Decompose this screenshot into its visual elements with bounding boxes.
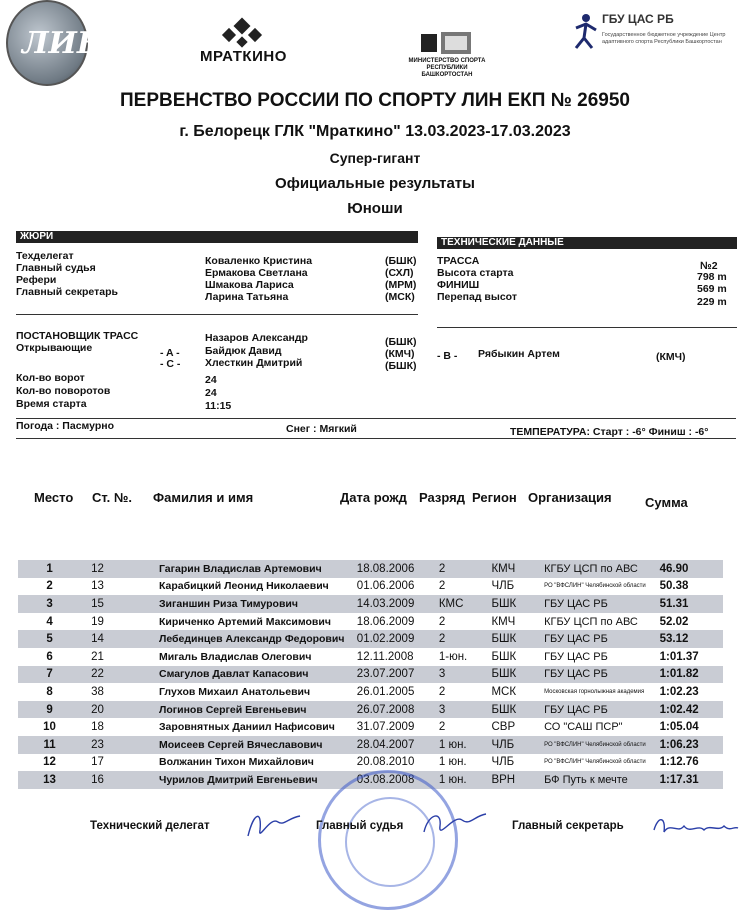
result-name: Кириченко Артемий Максимович xyxy=(158,615,331,628)
jury-code: (МСК) xyxy=(385,291,415,303)
result-name: Волжанин Тихон Михайлович xyxy=(158,756,314,769)
table-row xyxy=(18,595,723,613)
table-row xyxy=(18,736,723,754)
result-organization: КГБУ ЦСП по АВС xyxy=(544,615,638,628)
result-dob: 18.06.2009 xyxy=(356,615,415,628)
result-bib: 16 xyxy=(81,771,159,789)
result-place: 5 xyxy=(18,630,81,648)
result-dob: 18.08.2006 xyxy=(357,560,439,578)
result-category: 2 xyxy=(439,630,492,648)
result-time: 50.38 xyxy=(659,580,689,593)
result-dob: 03.08.2008 xyxy=(357,771,439,789)
jury-name: Шмакова Лариса xyxy=(205,279,294,291)
result-time: 1:01.82 xyxy=(656,666,723,684)
result-category: 1-юн. xyxy=(438,650,468,663)
result-name: Лебединцев Александр Федорович xyxy=(159,630,357,648)
result-bib: 17 xyxy=(91,756,104,769)
col-name: Фамилия и имя xyxy=(153,490,254,505)
mratkino-emblem-icon xyxy=(200,18,284,48)
result-organization: СО "САШ ПСР" xyxy=(544,721,623,734)
tech-label: Перепад высот xyxy=(437,291,517,303)
result-region: ЧЛБ xyxy=(491,736,544,754)
result-bib: 21 xyxy=(91,650,104,663)
tech-value: 569 m xyxy=(697,283,727,295)
chief-secretary-label: Главный секретарь xyxy=(512,820,624,832)
lin-logo-text: ЛИН xyxy=(22,26,106,61)
jury-name: Коваленко Кристина xyxy=(205,255,313,267)
result-bib: 14 xyxy=(81,630,159,648)
divider xyxy=(16,314,418,315)
result-time: 52.02 xyxy=(659,615,689,628)
tech-value: 229 m xyxy=(697,296,727,308)
result-name: Гагарин Владислав Артемович xyxy=(159,560,357,578)
gbu-logo-sub: Государственное бюджетное учреждение Центр адаптивного спорта Республики Башкортостан xyxy=(602,32,726,45)
col-bib: Ст. №. xyxy=(92,490,132,505)
results-table xyxy=(18,560,723,789)
jury-code: (СХЛ) xyxy=(385,267,414,279)
result-time: 51.31 xyxy=(656,595,723,613)
mratkino-logo-text: МРАТКИНО xyxy=(200,48,287,65)
jury-code: (МРМ) xyxy=(385,279,417,291)
opener-tag: - C - xyxy=(160,358,181,370)
col-sum: Сумма xyxy=(645,495,688,510)
mratkino-logo xyxy=(200,18,287,78)
start-label: Время старта xyxy=(16,398,87,410)
result-category: 2 xyxy=(439,560,492,578)
result-region: ЧЛБ xyxy=(491,580,515,593)
result-region: ЧЛБ xyxy=(491,756,515,769)
result-dob: 12.11.2008 xyxy=(356,650,414,663)
group-name: Юноши xyxy=(347,200,403,217)
discipline: Супер-гигант xyxy=(329,150,421,166)
ministry-emblem-icon xyxy=(405,28,489,58)
tech-label: Высота старта xyxy=(437,267,514,279)
opener-b-tag: - B - xyxy=(437,350,458,362)
result-organization: ГБУ ЦАС РБ xyxy=(544,701,656,719)
col-dob: Дата рожд xyxy=(340,490,407,505)
snow: Снег : Мягкий xyxy=(286,423,357,435)
result-time: 1:01.37 xyxy=(659,650,699,663)
result-region: МСК xyxy=(491,685,517,698)
table-row xyxy=(18,701,723,719)
temperature: ТЕМПЕРАТУРА: Старт : -6° Финиш : -6° xyxy=(510,426,709,438)
tech-header: ТЕХНИЧЕСКИЕ ДАННЫЕ xyxy=(437,237,737,249)
result-category: 1 юн. xyxy=(438,756,467,769)
document-type: Официальные результаты xyxy=(275,175,475,192)
tech-label: ТРАССА xyxy=(437,255,480,267)
result-name: Глухов Михаил Анатольевич xyxy=(158,685,311,698)
result-place: 13 xyxy=(18,771,81,789)
result-time: 1:05.04 xyxy=(659,721,699,734)
col-org: Организация xyxy=(528,490,612,505)
result-category: 2 xyxy=(438,721,446,734)
result-place: 3 xyxy=(18,595,81,613)
result-time: 1:06.23 xyxy=(656,736,723,754)
result-bib: 15 xyxy=(81,595,159,613)
table-row xyxy=(18,718,723,736)
athlete-icon xyxy=(572,12,600,52)
result-name: Смагулов Давлат Капасович xyxy=(159,666,357,684)
tech-label: ФИНИШ xyxy=(437,279,480,291)
setter-code: (БШК) xyxy=(385,336,417,348)
result-organization: КГБУ ЦСП по АВС xyxy=(544,560,656,578)
result-bib: 19 xyxy=(91,615,104,628)
result-dob: 23.07.2007 xyxy=(357,666,439,684)
start-value: 11:15 xyxy=(205,400,232,412)
opener-tag: - A - xyxy=(160,347,180,359)
result-region: КМЧ xyxy=(491,560,544,578)
jury-role: Техделегат xyxy=(16,250,74,262)
gbu-logo xyxy=(572,12,742,62)
result-name: Логинов Сергей Евгеньевич xyxy=(159,701,357,719)
result-dob: 14.03.2009 xyxy=(357,595,439,613)
divider xyxy=(437,327,737,328)
result-place: 10 xyxy=(43,721,56,734)
result-region: СВР xyxy=(491,721,516,734)
result-place: 8 xyxy=(46,685,53,698)
result-organization: РО "ВФСЛИН" Челябинской области xyxy=(544,583,646,590)
table-row xyxy=(18,648,723,666)
result-dob: 20.08.2010 xyxy=(356,756,415,769)
result-dob: 01.02.2009 xyxy=(357,630,439,648)
result-place: 7 xyxy=(18,666,81,684)
result-dob: 26.07.2008 xyxy=(357,701,439,719)
result-place: 1 xyxy=(18,560,81,578)
jury-code: (БШК) xyxy=(385,255,417,267)
ministry-caption: МИНИСТЕРСТВО СПОРТА РЕСПУБЛИКИ БАШКОРТОСТАН xyxy=(408,58,486,78)
chief-judge-signature xyxy=(418,806,488,846)
gbu-logo-name: ГБУ ЦАС РБ xyxy=(602,12,674,26)
result-organization: БФ Путь к мечте xyxy=(544,771,656,789)
result-time: 1:17.31 xyxy=(656,771,723,789)
col-place: Место xyxy=(34,490,74,505)
jury-name: Ермакова Светлана xyxy=(205,267,308,279)
chief-judge-label: Главный судья xyxy=(316,820,404,832)
result-time: 1:12.76 xyxy=(659,756,699,769)
result-bib: 18 xyxy=(91,721,104,734)
result-bib: 12 xyxy=(81,560,159,578)
jury-role: Главный секретарь xyxy=(16,286,118,298)
table-row xyxy=(18,613,723,631)
result-name: Мигаль Владислав Олегович xyxy=(158,650,312,663)
result-name: Чурилов Дмитрий Евгеньевич xyxy=(159,771,357,789)
col-cat: Разряд xyxy=(419,490,465,505)
result-category: 1 юн. xyxy=(439,771,492,789)
result-category: 2 xyxy=(438,685,446,698)
turns-value: 24 xyxy=(205,387,217,399)
result-region: БШК xyxy=(491,701,544,719)
result-time: 1:02.23 xyxy=(659,685,699,698)
opener-name: Байдюк Давид xyxy=(205,345,282,357)
result-time: 46.90 xyxy=(656,560,723,578)
result-region: ВРН xyxy=(491,771,544,789)
result-region: КМЧ xyxy=(491,615,516,628)
jury-header: ЖЮРИ xyxy=(16,231,418,243)
tech-value: 798 m xyxy=(697,271,727,283)
result-place: 4 xyxy=(46,615,53,628)
jury-name: Ларина Татьяна xyxy=(205,291,289,303)
result-region: БШК xyxy=(491,595,544,613)
event-venue: г. Белорецк ГЛК "Мраткино" 13.03.2023-17.03.2023 xyxy=(179,123,571,140)
table-row xyxy=(18,560,723,578)
result-dob: 31.07.2009 xyxy=(356,721,415,734)
opener-code: (КМЧ) xyxy=(385,348,415,360)
page-title: ПЕРВЕНСТВО РОССИИ ПО СПОРТУ ЛИН ЕКП № 26950 xyxy=(120,90,630,111)
weather: Погода : Пасмурно xyxy=(16,420,115,432)
result-organization: ГБУ ЦАС РБ xyxy=(544,666,656,684)
result-name: Зиганшин Риза Тимурович xyxy=(159,595,357,613)
ministry-logo xyxy=(405,28,489,78)
tech-delegate-signature xyxy=(244,806,304,846)
setter-label: ПОСТАНОВЩИК ТРАСС xyxy=(16,330,139,342)
result-dob: 28.04.2007 xyxy=(357,736,439,754)
table-row xyxy=(18,630,723,648)
opener-b-name: Рябыкин Артем xyxy=(478,348,560,360)
table-row xyxy=(18,754,723,772)
result-place: 9 xyxy=(18,701,81,719)
chief-secretary-signature xyxy=(650,812,740,842)
opener-b-code: (КМЧ) xyxy=(656,351,686,363)
result-category: 2 xyxy=(438,615,446,628)
result-time: 53.12 xyxy=(656,630,723,648)
result-category: 3 xyxy=(439,666,492,684)
result-category: 2 xyxy=(438,580,446,593)
result-time: 1:02.42 xyxy=(656,701,723,719)
result-organization: РО "ВФСЛИН" Челябинской области xyxy=(544,736,656,754)
result-organization: ГБУ ЦАС РБ xyxy=(544,595,656,613)
lin-logo xyxy=(6,0,106,86)
result-organization: Московская горнолыжная академия xyxy=(544,688,645,695)
result-bib: 22 xyxy=(81,666,159,684)
result-category: 3 xyxy=(439,701,492,719)
result-name: Моисеев Сергей Вячеславович xyxy=(159,736,357,754)
result-place: 6 xyxy=(46,650,53,663)
table-row xyxy=(18,578,723,596)
gates-value: 24 xyxy=(205,374,217,386)
result-organization: ГБУ ЦАС РБ xyxy=(544,630,656,648)
result-organization: ГБУ ЦАС РБ xyxy=(544,650,608,663)
divider xyxy=(16,438,736,439)
jury-role: Рефери xyxy=(16,274,57,286)
result-place: 2 xyxy=(46,580,53,593)
turns-label: Кол-во поворотов xyxy=(16,385,111,397)
result-category: 1 юн. xyxy=(439,736,492,754)
result-region: БШК xyxy=(491,650,517,663)
jury-role: Главный судья xyxy=(16,262,96,274)
result-bib: 13 xyxy=(91,580,104,593)
openers-label: Открывающие xyxy=(16,342,93,354)
result-organization: РО "ВФСЛИН" Челябинской области xyxy=(544,759,646,766)
tech-delegate-label: Технический делегат xyxy=(90,820,210,832)
result-place: 12 xyxy=(43,756,56,769)
result-place: 11 xyxy=(18,736,81,754)
result-category: КМС xyxy=(439,595,492,613)
opener-code: (БШК) xyxy=(385,360,417,372)
result-region: БШК xyxy=(491,630,544,648)
result-name: Карабицкий Леонид Николаевич xyxy=(158,580,329,593)
table-row xyxy=(18,666,723,684)
result-dob: 26.01.2005 xyxy=(356,685,415,698)
result-name: Заровнятных Даниил Нафисович xyxy=(158,721,335,734)
table-row xyxy=(18,683,723,701)
result-bib: 20 xyxy=(81,701,159,719)
result-region: БШК xyxy=(491,666,544,684)
setter-name: Назаров Александр xyxy=(205,332,308,344)
gates-label: Кол-во ворот xyxy=(16,372,85,384)
tech-value: №2 xyxy=(700,260,718,272)
result-dob: 01.06.2006 xyxy=(356,580,415,593)
result-bib: 23 xyxy=(81,736,159,754)
result-bib: 38 xyxy=(91,685,104,698)
col-region: Регион xyxy=(472,490,517,505)
divider xyxy=(16,418,736,419)
opener-name: Хлесткин Дмитрий xyxy=(205,357,303,369)
